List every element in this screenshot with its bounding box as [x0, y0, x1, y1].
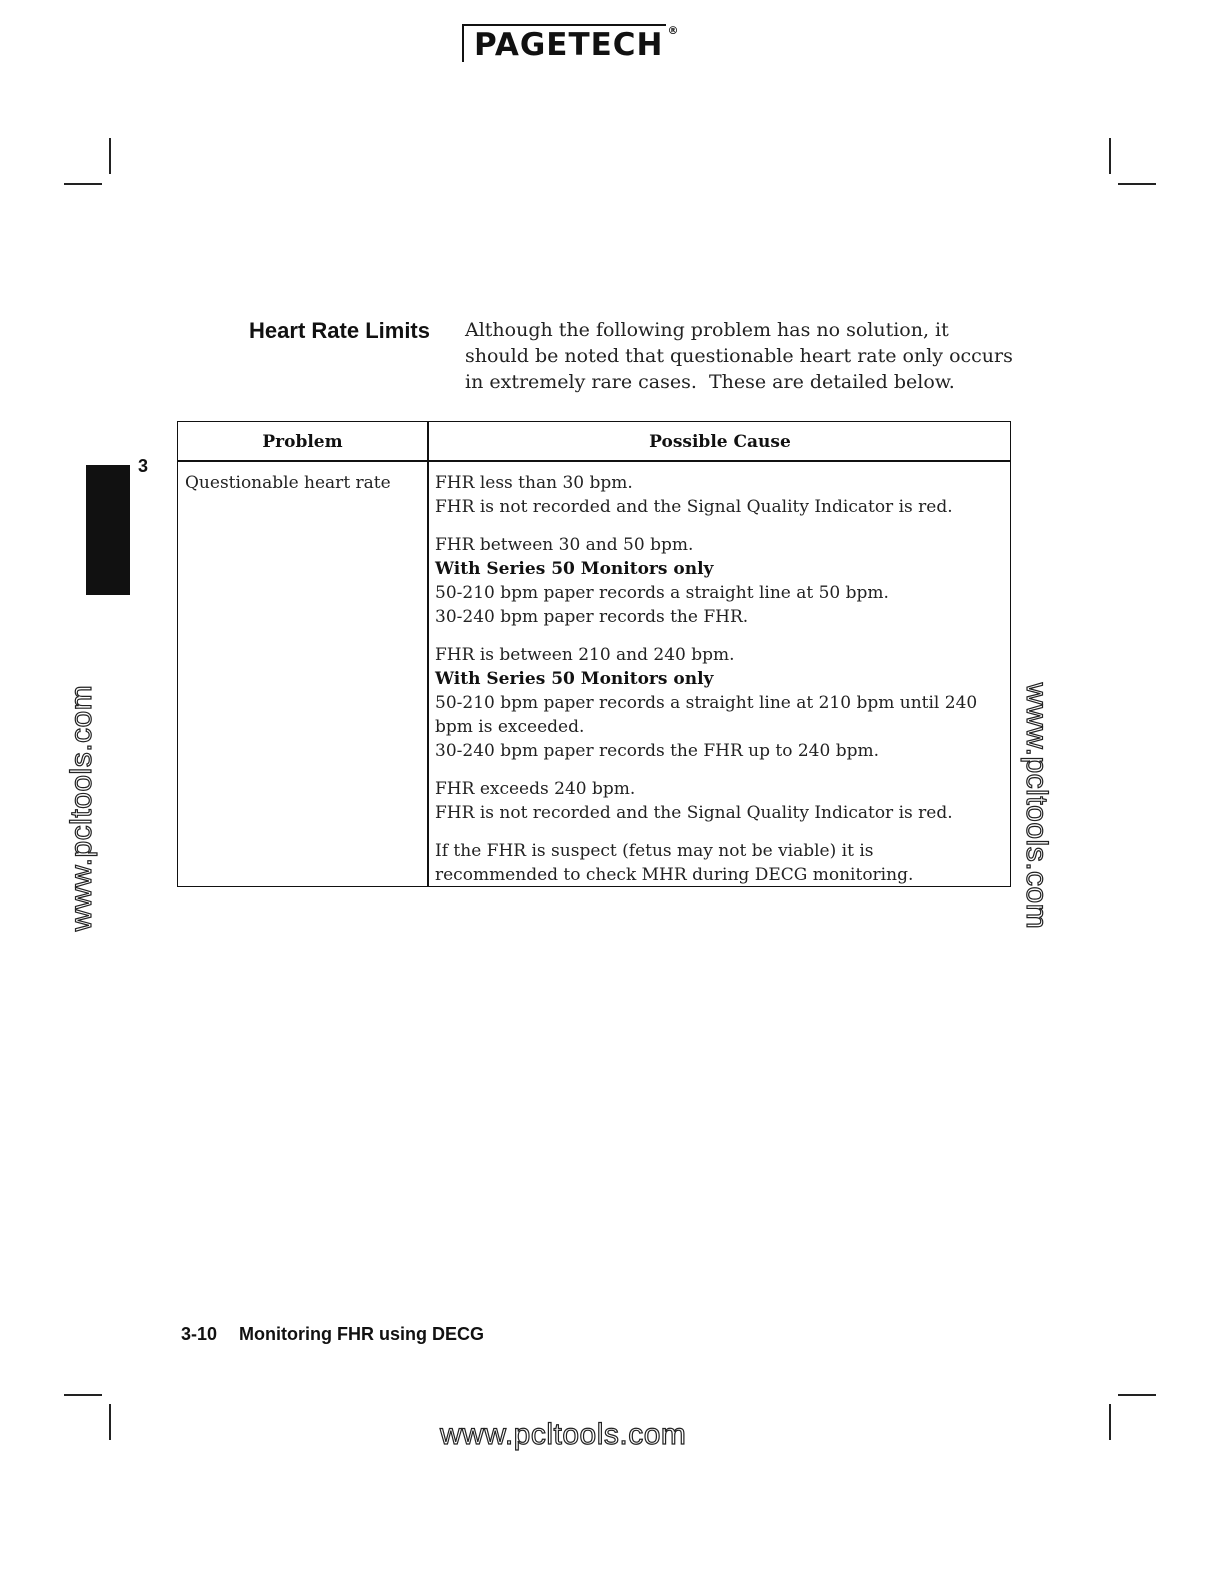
- column-header-possible-cause: Possible Cause: [649, 432, 791, 452]
- page-footer: [181, 1324, 484, 1345]
- intro-line: should be noted that questionable heart rate only occurs: [465, 345, 1013, 367]
- cause-line: 50-210 bpm paper records a straight line at 210 bpm until 240: [435, 693, 978, 713]
- cause-line: 30-240 bpm paper records the FHR up to 240 bpm.: [435, 741, 880, 761]
- intro-line: Although the following problem has no solution, it: [465, 319, 949, 341]
- cause-line: FHR is not recorded and the Signal Quality Indicator is red.: [435, 497, 953, 517]
- table-column-divider: [427, 421, 429, 887]
- footer-title: Monitoring FHR using DECG: [239, 1324, 484, 1344]
- cause-group: [435, 839, 1003, 887]
- section-heading: Heart Rate Limits: [249, 318, 430, 343]
- possible-cause-cell: [435, 471, 1003, 901]
- crop-mark-bottom-right-h: [1118, 1394, 1156, 1396]
- cause-line: FHR is not recorded and the Signal Quality Indicator is red.: [435, 803, 953, 823]
- logo-text: PAGETECH: [462, 24, 666, 62]
- cause-line: bpm is exceeded.: [435, 717, 585, 737]
- crop-mark-bottom-left-h: [64, 1394, 102, 1396]
- watermark-right: www.pcltools.com: [1020, 682, 1053, 930]
- registered-mark: ®: [667, 24, 680, 37]
- cause-line: FHR between 30 and 50 bpm.: [435, 535, 694, 555]
- table-header-divider: [177, 460, 1011, 462]
- cause-line: FHR is between 210 and 240 bpm.: [435, 645, 735, 665]
- watermark-bottom: www.pcltools.com: [440, 1418, 687, 1451]
- intro-line: in extremely rare cases. These are detailed below.: [465, 371, 955, 393]
- chapter-number: 3: [138, 456, 149, 476]
- intro-paragraph: [465, 317, 1025, 395]
- crop-mark-bottom-left-v: [109, 1404, 111, 1440]
- chapter-tab: [86, 465, 130, 595]
- cause-group: [435, 533, 1003, 629]
- crop-mark-bottom-right-v: [1109, 1404, 1111, 1440]
- cause-line: If the FHR is suspect (fetus may not be viable) it is: [435, 841, 874, 861]
- cause-line: FHR exceeds 240 bpm.: [435, 779, 636, 799]
- cause-line: 50-210 bpm paper records a straight line at 50 bpm.: [435, 583, 889, 603]
- crop-mark-top-right-h: [1118, 183, 1156, 185]
- crop-mark-top-left-h: [64, 183, 102, 185]
- cause-subheading: With Series 50 Monitors only: [435, 559, 714, 579]
- crop-mark-top-left-v: [109, 138, 111, 174]
- watermark-left: www.pcltools.com: [65, 684, 98, 932]
- cause-line: FHR less than 30 bpm.: [435, 473, 633, 493]
- column-header-problem: Problem: [262, 432, 343, 452]
- crop-mark-top-right-v: [1109, 138, 1111, 174]
- footer-page-number: 3-10: [181, 1324, 218, 1344]
- pagetech-logo: [462, 24, 680, 70]
- cause-group: [435, 471, 1003, 519]
- problem-cell: Questionable heart rate: [185, 473, 391, 493]
- cause-group: [435, 777, 1003, 825]
- cause-line: 30-240 bpm paper records the FHR.: [435, 607, 749, 627]
- cause-subheading: With Series 50 Monitors only: [435, 669, 714, 689]
- cause-line: recommended to check MHR during DECG monitoring.: [435, 865, 914, 885]
- cause-group: [435, 643, 1003, 763]
